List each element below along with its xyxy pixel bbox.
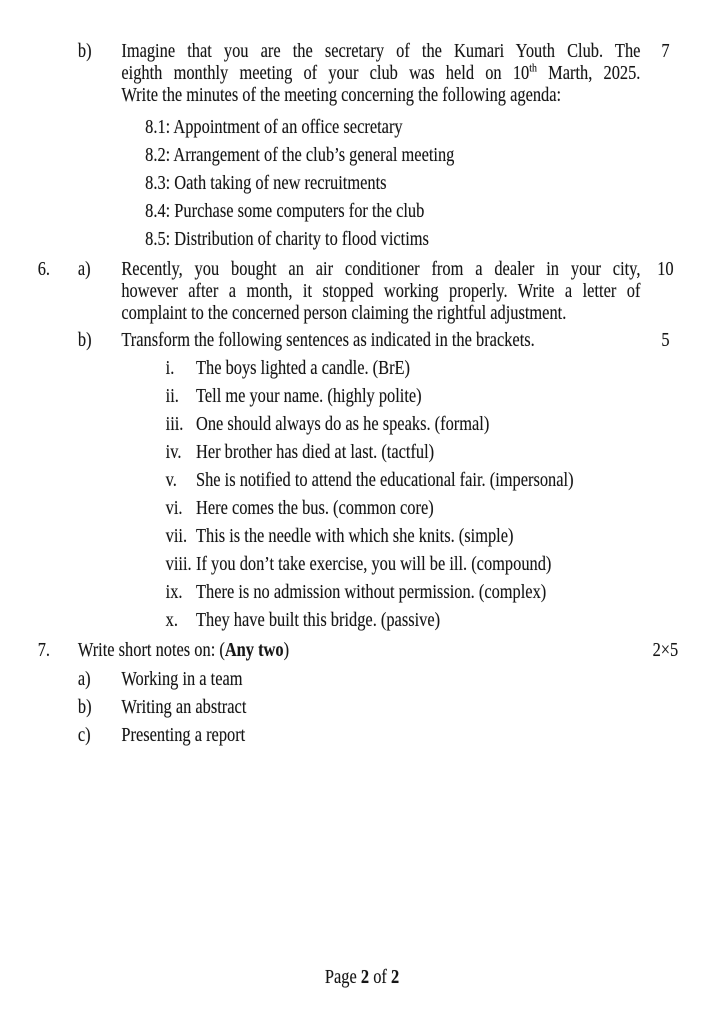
- list-item-numeral: x.: [165, 609, 178, 631]
- option-text: Writing an abstract: [121, 696, 247, 718]
- list-item-numeral: vi.: [165, 497, 183, 519]
- marks-value: 7: [661, 40, 670, 62]
- list-item-numeral: v.: [165, 469, 177, 491]
- list-item-numeral: viii.: [165, 553, 192, 575]
- page-footer: [0, 966, 724, 988]
- sentence-list: [0, 357, 724, 631]
- list-item-text: They have built this bridge. (passive): [195, 609, 441, 631]
- list-item: [166, 385, 641, 407]
- question-letter: b): [77, 329, 92, 351]
- question-number: 6.: [37, 258, 51, 280]
- list-item: [166, 413, 641, 435]
- marks-value: 2×5: [652, 639, 679, 661]
- option-letter: b): [77, 696, 92, 718]
- option-text: Presenting a report: [121, 724, 246, 746]
- question-5b: [0, 40, 724, 106]
- list-item-text: If you don’t take exercise, you will be ill. (compound): [195, 553, 552, 575]
- list-item-numeral: ix.: [165, 581, 183, 603]
- question-text: [121, 258, 640, 324]
- page-number-current: 2: [360, 966, 370, 988]
- list-item-text: One should always do as he speaks. (formal): [195, 413, 490, 435]
- list-item: [166, 581, 641, 603]
- marks-value: 5: [661, 329, 670, 351]
- short-notes-list: [0, 668, 724, 746]
- list-item-numeral: i.: [165, 357, 175, 379]
- question-text-line: Imagine that you are the secretary of the Kumari Youth Club. The: [121, 40, 641, 62]
- agenda-list: [0, 116, 724, 250]
- list-item: [166, 553, 641, 575]
- agenda-item: 8.3: Oath taking of new recruitments: [145, 172, 387, 194]
- agenda-item: 8.5: Distribution of charity to flood victims: [145, 228, 429, 250]
- question-text-line: however after a month, it stopped working properly. Write a letter of: [121, 280, 641, 302]
- marks-value: 10: [657, 258, 674, 280]
- question-text: [121, 40, 640, 106]
- list-item-numeral: iii.: [165, 413, 184, 435]
- question-letter: a): [77, 258, 91, 280]
- question-text-line: [121, 62, 640, 84]
- question-6a: [0, 258, 724, 324]
- question-number: 7.: [37, 639, 51, 661]
- list-item: [166, 469, 641, 491]
- note-option: [0, 696, 724, 718]
- question-text-line: Recently, you bought an air conditioner from a dealer in your city,: [121, 258, 641, 280]
- list-item-text: Tell me your name. (highly polite): [195, 385, 422, 407]
- list-item-numeral: ii.: [165, 385, 179, 407]
- list-item: [166, 497, 641, 519]
- list-item-numeral: iv.: [165, 441, 182, 463]
- list-item: [166, 609, 641, 631]
- list-item-text: There is no admission without permission. (complex): [195, 581, 547, 603]
- option-letter: c): [77, 724, 91, 746]
- list-item-text: Her brother has died at last. (tactful): [195, 441, 435, 463]
- list-item-text: Here comes the bus. (common core): [195, 497, 434, 519]
- text-segment: eighth monthly meeting of your club was held on 10: [121, 62, 530, 84]
- agenda-item: 8.1: Appointment of an office secretary: [145, 116, 403, 138]
- agenda-item: 8.4: Purchase some computers for the club: [145, 200, 425, 222]
- text-segment: Write short notes on: (: [77, 639, 225, 661]
- question-letter: b): [77, 40, 92, 62]
- question-text: [78, 639, 641, 661]
- bold-text: Any two: [224, 639, 284, 661]
- list-item: [166, 357, 641, 379]
- agenda-item: 8.2: Arrangement of the club’s general meeting: [145, 144, 455, 166]
- footer-text: of: [369, 966, 391, 988]
- option-text: Working in a team: [121, 668, 243, 690]
- list-item-text: This is the needle with which she knits. (simple): [195, 525, 514, 547]
- ordinal-superscript: th: [529, 60, 537, 75]
- list-item: [166, 525, 641, 547]
- note-option: [0, 724, 724, 746]
- footer-text: Page: [324, 966, 361, 988]
- option-letter: a): [77, 668, 91, 690]
- text-segment: ): [283, 639, 290, 661]
- list-item-text: The boys lighted a candle. (BrE): [195, 357, 411, 379]
- list-item: [166, 441, 641, 463]
- question-6b: [0, 329, 724, 351]
- question-text: Transform the following sentences as indicated in the brackets.: [121, 329, 535, 351]
- list-item-text: She is notified to attend the educational fair. (impersonal): [195, 469, 574, 491]
- page-number-total: 2: [390, 966, 400, 988]
- question-text-line: Write the minutes of the meeting concerning the following agenda:: [121, 84, 562, 106]
- question-text-line: complaint to the concerned person claiming the rightful adjustment.: [121, 302, 567, 324]
- text-segment: Marth, 2025.: [536, 62, 641, 84]
- question-7: [0, 639, 724, 661]
- list-item-numeral: vii.: [165, 525, 188, 547]
- note-option: [0, 668, 724, 690]
